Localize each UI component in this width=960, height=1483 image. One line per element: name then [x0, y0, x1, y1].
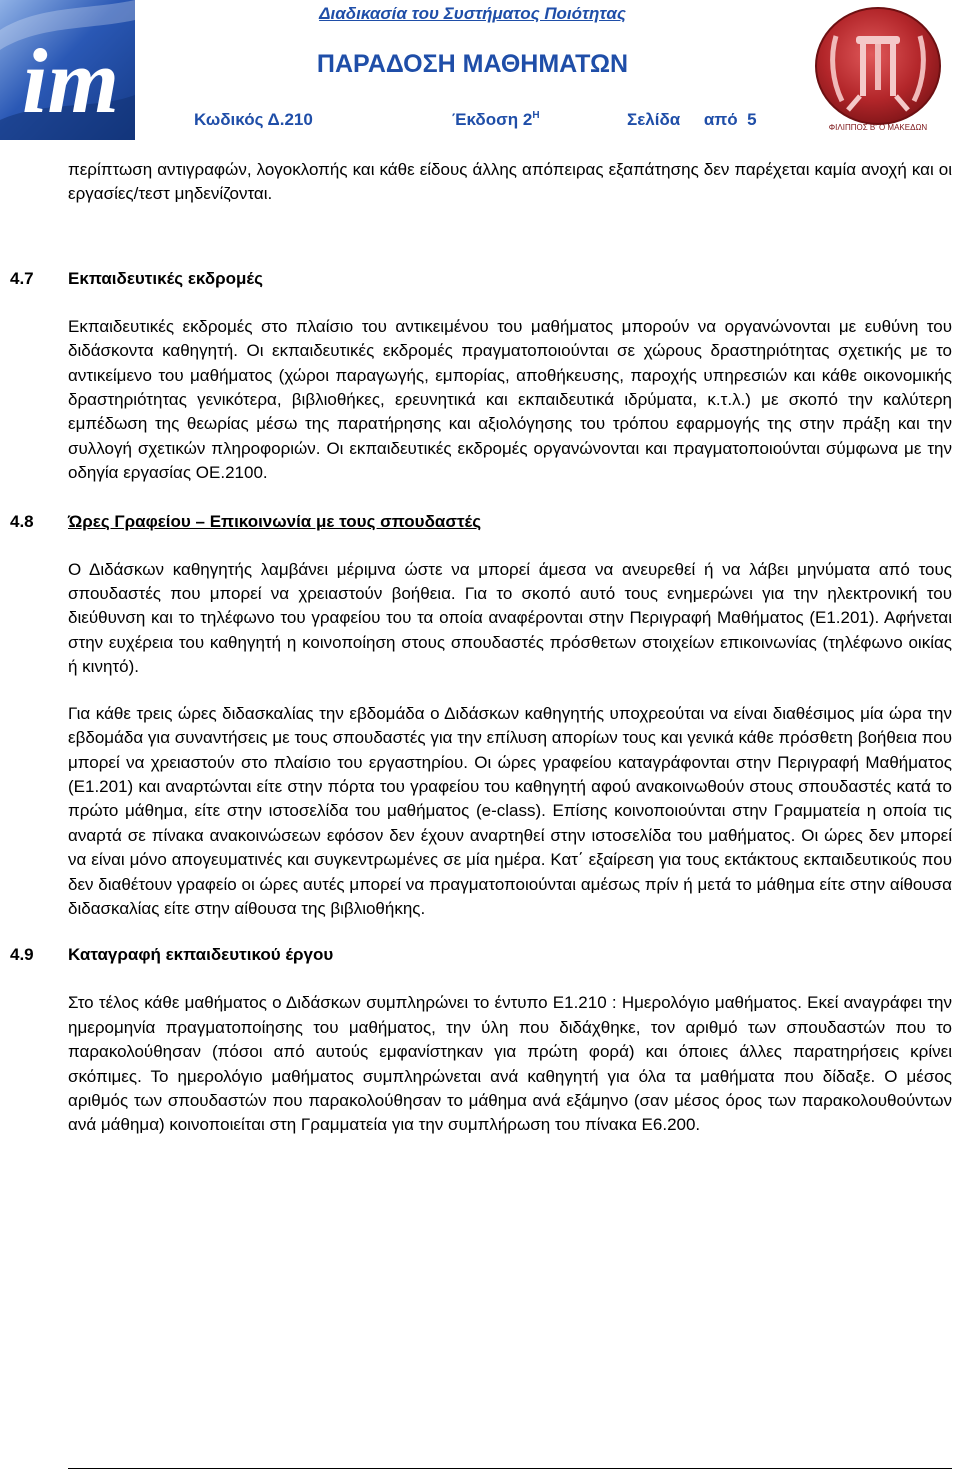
seal-graphic [808, 6, 960, 136]
paragraph-contact: Ο Διδάσκων καθηγητής λαμβάνει μέριμνα ώστε να μπορεί άμεσα να ανευρεθεί ή να λάβει μηνύματα από τους σπουδαστές που μπορεί να χρειαστούν βοήθεια. Για το σκοπό αυτό τους ενημερώνει για την ηλεκτρονική του διεύθυνση και το τηλέφωνο του γραφείου του τα οποία αναφέρονται στην Περιγραφή Μαθήματος (Ε1.201). Αφήνεται στην ευχέρεια του καθηγητή η κοινοποίηση στους σπουδαστές πρόσθετων στοιχείων επικοινωνίας (τηλέφωνο οικίας ή κινητό). [68, 559, 952, 677]
seal-caption: ΦΙΛΙΠΠΟΣ Β' Ο ΜΑΚΕΔΩΝ [828, 123, 928, 132]
document-body [10, 158, 952, 1138]
header-subtitle: Διαδικασία του Συστήματος Ποιότητας [319, 4, 626, 23]
header-title: ΠΑΡΑΔΟΣΗ ΜΑΘΗΜΑΤΩΝ [316, 50, 629, 78]
section-number: 4.7 [10, 268, 34, 288]
section-title: Εκπαιδευτικές εκδρομές [68, 268, 263, 288]
header-center [140, 0, 805, 140]
section-number: 4.8 [10, 511, 34, 531]
footer-divider [68, 1468, 952, 1469]
document-code: Κωδικός Δ.210 [194, 110, 313, 129]
section-heading-4-8 [10, 510, 952, 534]
institution-logo [0, 0, 135, 140]
section-heading-4-9 [10, 943, 952, 967]
section-number: 4.9 [10, 945, 34, 965]
edition-superscript: Η [532, 110, 540, 121]
page-header [0, 0, 960, 140]
paragraph-office-hours: Για κάθε τρεις ώρες διδασκαλίας την εβδομάδα ο Διδάσκων καθηγητής υποχρεούται να είναι διαθέσιμος μία ώρα την εβδομάδα για συναντήσεις με τους σπουδαστές για την επίλυση απορίων τους και γενικά κάθε πρόσθετη βοήθεια που μπορεί να χρειαστούν στο πλαίσιο του εργαστηρίου. Οι ώρες γραφείου καταγράφονται στην Περιγραφή Μαθήματος (Ε1.201) και αναρτώνται είτε στην πόρτα του γραφείου του καθηγητή αφού ανακοινωθούν στους σπουδαστές κατά το πρώτο μάθημα, είτε στην ιστοσελίδα του μαθήματος (e-class). Επίσης κοινοποιούνται στην Γραμματεία η οποία τις αναρτά σε πίνακα ανακοινώσεων εφόσον δεν έχουν αναρτηθεί στην ιστοσελίδα του μαθήματος. Οι ώρες δεν μπορεί να είναι μόνο απογευματινές και συγκεντρωμένες σε μία ημέρα. Κατ΄ εξαίρεση για τους εκτάκτους εκπαιδευτικούς που δεν διαθέτουν γραφείο οι ώρες αυτές μπορεί να πραγματοποιούνται αμέσως πρίν ή μετά το μάθημα είτε στην αίθουσα διδασκαλίας είτε στην αίθουσα της βιβλιοθήκης. [68, 703, 952, 918]
paragraph-teaching-log: Στο τέλος κάθε μαθήματος ο Διδάσκων συμπληρώνει το έντυπο Ε1.210 : Ημερολόγιο μαθήματος. Εκεί αναγράφει την ημερομηνία πραγματοποίησης του μαθήματος, την ύλη που διδάχθηκε, τον αριθμό των σπουδαστών που το παρακολούθησαν (πόσοι από αυτούς εμφανίστηκαν για πρώτη φορά) και όποιες άλλες παρατηρήσεις κρίνει σκόπιμες. Το ημερολόγιο μαθήματος συμπληρώνεται ανά καθηγητή για όλα τα μαθήματα που δίδαξε. Ο μέσος αριθμός των σπουδαστών που παρακολούθησαν το μάθημα ανά εξάμηνο (σαν μέσος όρος των παρακολουθούντων ανά μάθημα) κοινοποιείται στη Γραμματεία για την συμπλήρωση του πίνακα Ε6.200. [68, 993, 952, 1135]
section-title: Ώρες Γραφείου – Επικοινωνία με τους σπουδαστές [68, 511, 482, 531]
logo-text: im [22, 30, 120, 132]
section-title: Καταγραφή εκπαιδευτικού έργου [68, 945, 334, 965]
paragraph-educational-trips: Εκπαιδευτικές εκδρομές στο πλαίσιο του αντικειμένου του μαθήματος μπορούν να οργανώνονται με ευθύνη του διδάσκοντα καθηγητή. Οι εκπαιδευτικές εκδρομές πραγματοποιούνται σε χώρους δραστηριότητας σχετικής με το αντικείμενο του μαθήματος (χώροι παραγωγής, εμπορίας, αποθήκευσης, παροχής υπηρεσιών και κάθε οικονομικής δραστηριότητας γενικότερα, βιβλιοθήκες, ερευνητικά και εκπαιδευτικά ιδρύματα, κ.τ.λ.) με σκοπό την καλύτερη εμπέδωση της θεωρίας μέσω της παρατήρησης και αξιολόγησης του τρόπου εφαρμογής της στην πράξη και την συλλογή σχετικών πληροφοριών. Οι εκπαιδευτικές εκδρομές οργανώνονται και πραγματοποιούνται σύμφωνα με την οδηγία εργασίας ΟΕ.2100. [68, 316, 952, 483]
document-edition [452, 110, 540, 130]
section-heading-4-7 [10, 267, 952, 291]
im-logo-graphic [0, 0, 135, 140]
paragraph-continuation: περίπτωση αντιγραφών, λογοκλοπής και κάθε είδους άλλης απόπειρας εξαπάτησης δεν παρέχεται καμία ανοχή και οι εργασίες/τεστ μηδενίζονται. [68, 160, 952, 204]
edition-text: Έκδοση 2 [452, 110, 533, 129]
philip-seal-logo [808, 6, 960, 136]
page-number: Σελίδα από 5 [627, 110, 757, 129]
